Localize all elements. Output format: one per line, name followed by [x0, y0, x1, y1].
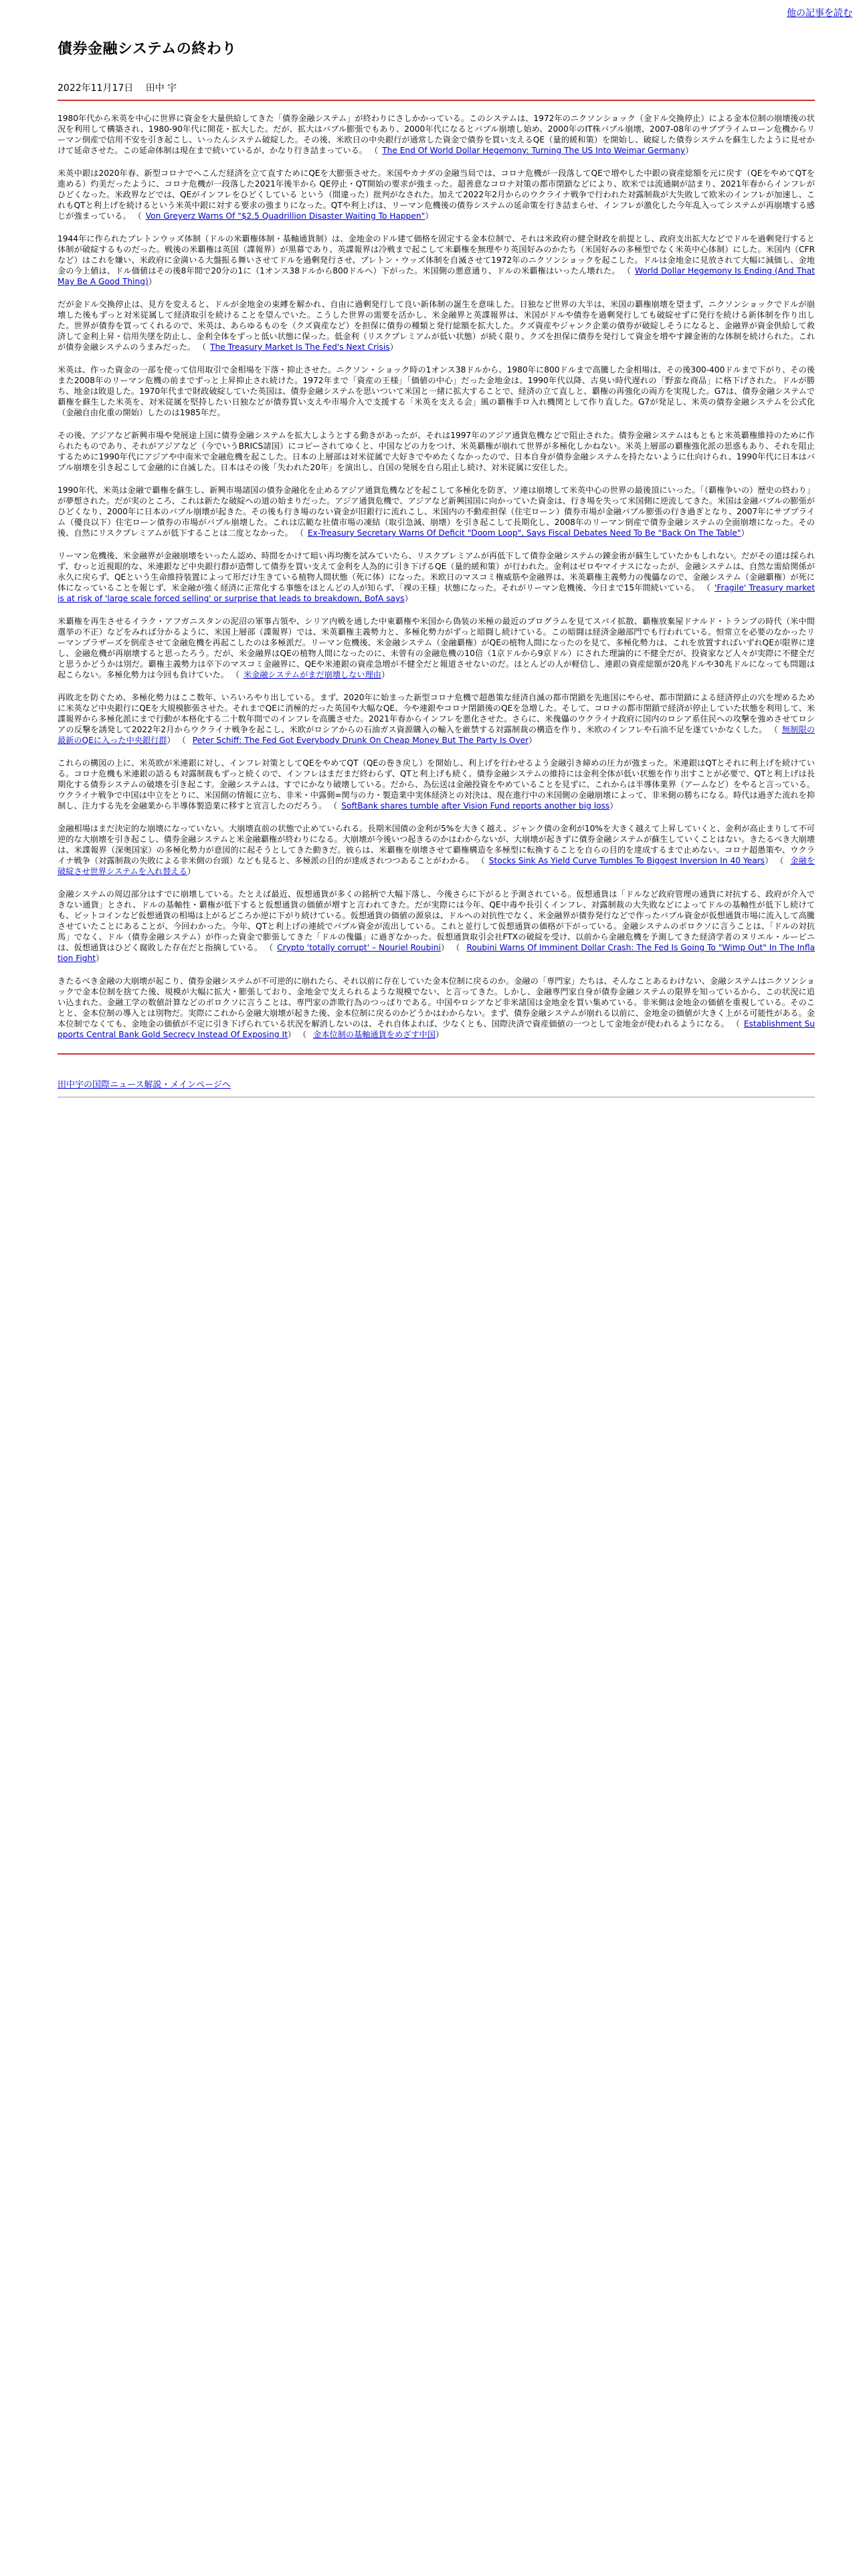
- article-paragraph: だが金ドル交換停止は、見方を変えると、ドルが金地金の束縛を解かれ、自由に過剰発行して良い新体制の誕生を意味した。日独など世界の大半は、米国の覇権崩壊を望まず、ニクソンショックでドルが崩壊した後もずっと対米従属して経済取引を続けることを望んでいた。こうした世界の需要を活かし、米金融界と英諜報界は、米国がドルや債券を過剰発行しても破綻せずに発行を続ける新体制を作り出した。世界が債券を買ってくれるので、米英は、あらゆるものを（クズ資産など）を担保に債券の種類と発行総額を拡大した。クズ資産やジャンク企業の債券が破綻しそうになると、金融界が資金供給して救済して金利上昇・信用失墜を防止し、金利全体をずっと低い状態に保った。低金利（リスクプレミアムが低い状態）が続く限り、クズを担保に債券を発行して資金を増やす錬金術的な体制を続けられた。これが債券金融システムのうまみだった。 （ The Treasury Market Is The Fed's Next Crisis）: [58, 300, 815, 352]
- article-body: [58, 113, 815, 1040]
- paragraph-text: 米英は、作った資金の一部を使って信用取引で金相場を下落・抑止させた。ニクソン・ショック時の1オンス38ドルから、1980年に800ドルまで高騰した金相場は、その後300-400ドルまで下がり、その後また2008年のリーマン危機の前までずっと上昇抑止され続けた。1972年まで「資産の王様」「価値の中心」だった金地金は、1990年代以降、古臭い時代遅れの「野蛮な商品」に格下げされた。ドルが勝ち、地金は敗退した。1970年代まで財政破綻していた英国は、債券金融システムを思いついて米国と一緒に拡大することで、経済の立て直しと、覇権の再強化の両方を実現した。G7は、債券金融システムで覇権を蘇生した米英を、対米従属を堅持したい日独などが債券買い支えや市場介入で支援する「米英を支える会」風の覇権手ロ入れ機関として作り直した。G7が発足し、米英の債券金融システムを公式化（金融自由化重の開始）したのは1985年だ。: [58, 365, 815, 417]
- article-paragraph: これらの構図の上に、米英欧が米連銀に対し、インフレ対策としてQEをやめてQT（QEの巻き戻し）を開始し、利上げを行わせるよう金融引き締めの圧力が強まった。米連銀はQTとそれに利上げを続けている。コロナ危機も米連銀の語るも対露制裁もずっと続くので、インフレはまだまだ終わらず、QTと利上げも続く。債券金融システムの維持には金利全体が低い状態を作り出すことが必要で、QTと利上げは長期化する債券システムの破壊を引き起こす。金融システムは、すでにかなり破壊している。だから、為伝送は金融投資をやめていることを見ずに、これからは半導体業界（アームなど）をやると言っている。ウクライナ戦争で中国は中立をとりに、米国側の情報に立ち、非米・中露側=関与の力・製造業中実体経済との対決は、現在進行中の米国側の金融崩壊によって、非米側の勝ちになる。時代は過ぎた流れを抑制し、注力する先を金融業から半導体製造業に移すと宣言したのだろう。 （ SoftBank shares tumble after Vision Fund reports another big loss）: [58, 758, 815, 811]
- reference-link[interactable]: World Dollar Hegemony Is Ending (And That May Be A Good Thing): [58, 266, 815, 286]
- article-date: 2022年11月17日: [58, 83, 134, 94]
- reference-link[interactable]: Von Greyerz Warns Of "$2.5 Quadrillion Disaster Waiting To Happen": [145, 211, 425, 221]
- reference-link[interactable]: Establishment Supports Central Bank Gold Secrecy Instead Of Exposing It: [58, 1019, 815, 1039]
- reference-link[interactable]: 金融を破綻させ世界システムを入れ替える: [58, 856, 816, 876]
- reference-link[interactable]: Crypto 'totally corrupt' – Nouriel Roubini: [277, 943, 441, 952]
- article-paragraph: 再敗北を防ぐため、多極化勢力はここ数年、いろいろやり出している。まず、2020年に始まった新型コロナ危機で超愚策な経済自滅の都市閉鎖を先進国にやらせ、都市閉鎖による経済停止の穴を埋めるために米英など中央銀行にQEを大規模膨張させた。それまでQEに消極的だった英国や大幅なQE、今や連銀やコロナ閉鎖後のQEを急増した。そして、コロナの都市閉鎖で経済が停止していた状態を利用して、米諜報界から多極化派にまで行動が本格化する二十数年間でのインフレを高騰させた。2021年春からインフレを悪化させた。さらに、米傀儡のウクライナ政府に国内のロシア系住民への攻撃を強めさせてロシアの反撃を誘発して2022年2月からウクライナ戦争を起こし、米欧がロシアからの石油ガス資源購入の輸入を厳禁する対露制裁の構造を作り、米欧のインフレや石油不足を遂ていかなくした。 （ 無制限の最新のQEに入った中央銀行群） （ Peter Schiff: The Fed Got Everybody Drunk On Cheap Money But The Party Is Over）: [58, 693, 816, 745]
- article-author: 田中 宇: [145, 83, 177, 94]
- article-paragraph: リーマン危機後、米金融界が金融崩壊をいったん認め、時間をかけて暗い再均衡を試みていたら、リスクプレミアムが再低下して債券金融システムの錬金術が蘇生していたかもしれない。だがその道は採られず、むっと近視眼的な、米連銀など中央銀行群が造幣して債券を買い支えて金利を人為的に引き下げるQE（量的緩和策）が行われた。金利はゼロやマイナスになったが、金融システムは、自然な需給関係が永久に戻らず、QEという生命維持装置によって形だけ生きている植物人間状態（死に体）になった。米欧日のマスコミ権威筋や金融界は、米英覇権主義勢力の傀儡なので、金融システム（金融覇権）が死に体になっていることを報じず、米金融が強く経済に正常化する事態をほとんどの人が知らず、「裸の王様」状態になった。それがリーマン危機後、今日まで15年間続いている。 （ 'Fragile' Treasury market is at risk of 'large scale forced selling' or surprise that leads to breakdown, BofA says）: [58, 551, 815, 603]
- article-paragraph: きたるべき金融の大崩壊が起こり、債券金融システムが不可逆的に崩れたら、それ以前に存在していた金本位制に戻るのか。金融の「専門家」たちは、そんなことあるわけない、金融システムはニクソンショックで金本位制を捨てた後、規模が大幅に拡大・膨張しており、金地金で支えられるような規模でない、と言ってきた。しかし、金融専門家自身が債券金融システムの限界を知っているから、この状況に追い込まれた。金融工学の数値計算などのボロクソに言うことは、専門家の詐欺行為のつっぱりである。中国やロシアなど非米諸国は金地金を買い集めている。非米側は金地金の価値を重視している。そのことと、金本位制の導入とは別物だ。実際にこれから金融大崩壊が起きた後、金本位制に戻るのかどうかはわからない。まず、債券金融システムが崩れる以前に、金地金の価値が大きく上がる可能性がある。金本位制でなくても、金地金の価値が不定に引き下げられている状況を解消しないのは、それ自体よれば、少なくとも、国際決済で資産価値の一つとして金地金が使われるようになる。 （ Establishment Supports Central Bank Gold Secrecy Instead Of Exposing It） （ 金本位制の基軸通貨をめざす中国）: [58, 976, 815, 1039]
- main-page-link[interactable]: 田中宇の国際ニュース解説・メインページへ: [58, 1080, 231, 1090]
- title-divider: [58, 100, 815, 101]
- bottom-divider: [58, 1053, 815, 1055]
- paragraph-text: これらの構図の上に、米英欧が米連銀に対し、インフレ対策としてQEをやめてQT（QEの巻き戻し）を開始し、利上げを行わせるよう金融引き締めの圧力が強まった。米連銀はQTとそれに利上げを続けている。コロナ危機も米連銀の語るも対露制裁もずっと続くので、インフレはまだまだ終わらず、QTと利上げも続く。債券金融システムの維持には金利全体が低い状態を作り出すことが必要で、QTと利上げは長期化する債券システムの破壊を引き起こす。金融システムは、すでにかなり破壊している。だから、為伝送は金融投資をやめていることを見ずに、これからは半導体業界（アームなど）をやると言っている。ウクライナ戦争で中国は中立をとりに、米国側の情報に立ち、非米・中露側=関与の力・製造業中実体経済との対決は、現在進行中の米国側の金融崩壊によって、非米側の勝ちになる。時代は過ぎた流れを抑制し、注力する先を金融業から半導体製造業に移すと宣言したのだろう。: [58, 758, 815, 811]
- other-articles-link[interactable]: 他の記事を読む: [787, 8, 852, 19]
- article-paragraph: [58, 364, 815, 418]
- reference-link[interactable]: 'Fragile' Treasury market is at risk of 'large scale forced selling' or surprise that leads to breakdown, BofA says: [58, 583, 815, 603]
- paragraph-text: 金融相場はまだ決定的な崩壊になっていない。大崩壊直前の状態で止めていられる。長期米国債の金利が5%を大きく越え、ジャンク債の金利が10%を大きく越えて上昇していくと、金利が高止まりして不可逆的な大崩壊を引き起こし、債券金融システムと米金融覇権が終わりになる。大崩壊が今後いつ起きるのかはわからないが、大崩壊が起きずに債券金融システムが蘇生していくことはない。きたるべき大崩壊は、米諜報界（深奥国家）の多極化勢力が意図的に起そうとしてきた動きだ。彼らは、米覇権を崩壊させて覇権構造を多極型に転換することを自らの目的を達成するまで止めない。コロナ超愚策や、ウクライナ戦争（対露制裁の失敗による非米側の台頭）なども見ると、多極派の目的が達成されつつあることがわかる。: [58, 824, 815, 865]
- article-paragraph: 1980年代から米英を中心に世界に資金を大量供給してきた「債券金融システム」が終わりにさしかかっている。このシステムは、1972年のニクソンショック（金ドル交換停止）による金本位制の崩壊後の状況を利用して構築され、1980-90年代に開花・拡大した。だが、拡大はバブル膨張でもあり、2000年代になるとバブル崩壊し始め、2000年のIT株バブル崩壊、2007-08年のサブプライムローン危機からリーマン倒産で信用不安を引き起こし、いったんシステム破綻した。その後、米欧日の中央銀行が通常した資金で債券を買い支えるQE（量的緩和策）を開始し、破綻した債券システムを蘇生したように見せかけて延命させた。この延命体制は現在まで続いているが、かなり行き詰まっている。 （ The End Of World Dollar Hegemony: Turning The US Into Weimar Germany）: [58, 114, 815, 155]
- paragraph-text: その後、アジアなど新興市場や発展途上国に債券金融システムを拡大しようとする動きがあったが、それは1997年のアジア通貨危機などで阻止された。債券金融システムはもともと米英覇権維持のために作られたものであり、それがアジアなど（今でいうBRICS諸国）にコピーされてゆくと、中国などの力をつけ、米英覇権が崩れて世界が多極化しかねない。米英上層部の覇権強化派の思惑もあり、それを阻止するために1990年代にアジアや中南米で金融危機を起こした。日本の上層部は対米従属で大好きでやめたくなかったので、日本自身が債券金融システムを持たないように仕向けられ、1990年代に日本はバブル崩壊を引き起こして金融的に自滅した。日本はその後「失われた20年」を演出し、自国の発展を自ら阻止し続け、対米従属に安住した。: [58, 431, 815, 472]
- reference-link[interactable]: The End Of World Dollar Hegemony: Turning The US Into Weimar Germany: [382, 146, 686, 155]
- reference-link[interactable]: Peter Schiff: The Fed Got Everybody Drunk On Cheap Money But The Party Is Over: [192, 736, 529, 745]
- reference-link[interactable]: SoftBank shares tumble after Vision Fund reports another big loss: [341, 801, 610, 811]
- reference-link[interactable]: Roubini Warns Of Imminent Dollar Crash: The Fed Is Going To "Wimp Out" In The Inflation Fight: [58, 943, 816, 963]
- paragraph-text: 1990年代、米英は金融で覇権を蘇生し、新興市場諸国の債券金融化を止めるアジア通貨危機などを起こして多極化を防ぎ、ソ連は崩壊して米英中心の世界の最後頂にいった。「（覇権争いの）歴史の終わり」が夢想された。だが実のところ、これは新たな破綻への道の始まりだった。アジア通貨危機で、アジアなど新興国国に向かっていた資金は、行き場を失って米国側に逆流してきた。米国は金融バブルの膨張がひどくなり、2000年に日本のバブル崩壊が起きた。その後も行き場のない資金が旧銀行に流れこし、米国内の不動産担保（住宅ローン）債券市場が金融バブル膨張の行き過ぎとなり、2007年にサブプライム（優良以下）住宅ローン債券の市場がバブル崩壊した。これは広範な社債市場の凍結（取引急減、崩壊）を引き起こして長期化し、2008年のリーマン倒産で債券金融システムの全面崩壊になった。その後、自然にリスクプレミアムが低下することは二度となかった。: [58, 486, 815, 538]
- paragraph-text: リーマン危機後、米金融界が金融崩壊をいったん認め、時間をかけて暗い再均衡を試みていたら、リスクプレミアムが再低下して債券金融システムの錬金術が蘇生していたかもしれない。だがその道は採られず、むっと近視眼的な、米連銀など中央銀行群が造幣して債券を買い支えて金利を人為的に引き下げるQE（量的緩和策）が行われた。金利はゼロやマイナスになったが、金融システムは、自然な需給関係が永久に戻らず、QEという生命維持装置によって形だけ生きている植物人間状態（死に体）になった。米欧日のマスコミ権威筋や金融界は、米英覇権主義勢力の傀儡なので、金融システム（金融覇権）が死に体になっていることを報じず、米金融が強く経済に正常化する事態をほとんどの人が知らず、「裸の王様」状態になった。それがリーマン危機後、今日まで15年間続いている。: [58, 551, 815, 593]
- reference-link[interactable]: 金本位制の基軸通貨をめざす中国: [313, 1030, 436, 1039]
- reference-link[interactable]: The Treasury Market Is The Fed's Next Crisis: [210, 342, 390, 352]
- article-paragraph: 米覇権を再生させるイラク・アフガニスタンの泥沼の軍事占領や、シリア内戦を通した中東覇権や米国から偽装の米極の最近のプログラムを見てスパイ拡散、覇権放棄屋ドナルド・トランプの時代（米中間選挙の不正）などをみれば分かるように、米国上層部（諜報界）では、米英覇権主義勢力と、多極化勢力がずっと暗闘し続けている。この暗闘は経済金融部門でも行われている。恒常立を必要のなかったリーマンブラザーズを倒産させて金融危機を再起こしたのは多極派だ。リーマン危機後、米金融システム（金融覇権）がQEの植物人間になったのを見て、多極化勢力は、これを放置すればいずれQEが限界に達し、金融危機が再崩壊すると思ったろう。だが、米金融界はQEの植物人間になったのに、未曾有の金融危機の10倍（1京ドルから9京ドル）にされた理論的に不健全だが、投資家など人々が実際に不健全だと思うかどうかは別だ。覇権主義勢力は卒下のマスコミ金融界に、QEや米連銀の資産急増が不健全だと報道させないのだ。ほとんどの人が軽信し、連銀の資産総額が20兆ドルや30兆ドルになっても問題は起こらない。多極化勢力は今回も負けていた。 （ 米金融システムがまだ崩壊しない理由）: [58, 617, 815, 679]
- paragraph-text: 1944年に作られたブレトンウッズ体制（ドルの米覇権体制・基軸通貨制）は、金地金のドル建て価格を固定する金本位制で、それは米政府の健全財政を前提とし、政府支出拡大などでドルを過剰発行すると体制が破綻するものだった。戦後の米覇権は英国（諜報界）が黒幕であり、英諜報界は冷戦まで起こして米覇権を無理やり英国好みのかたち（米国好みの多極型でなく米英中心体制）にした。米国内（CFRなど）はこれを嫌い、米政府に金満いる大盤振る舞いさせてドルを過剰発行させ、ブレトン・ウッズ体制を自滅させて1972年のニクソンショックを起こした。ドルは金地金に見放されて大幅に減価し、金地金の今上値は、ドル価値はその後8年間で20分の1に（1オンス38ドルから800ドルへ）下がった。米国側の悪意通り、ドルの米覇権はいったん壊れた。: [58, 234, 815, 276]
- article-paragraph: [58, 430, 815, 473]
- article-paragraph: 米英中銀は2020年春、新型コロナでへこんだ経済を立て直すためにQEを大膨張させた。米国やカナダの金融当局では、コロナ危機が一段落してQEで増やした中銀の資産総額を元に戻す（QEをやめてQTを進める）灼美だったように、コロナ危機が一段落した2021年後半から QE停止・QT開始の要求が強まった。超善意なコロナ対策の都市閉鎖などにより、欧米では流通網が詰まり、2021年春からインフレがひどくなった。米政界などでは、QEがインフレをひどくしている という（間違った）批判がなされた。加えて2022年2月からのウクライナ戦争で行われた対露制裁が大失敗して欧米のインフレが加速し、これもQTと利上げを続けるという米英中銀に対する要求の強まりになった。QTや利上げは、リーマン危機後の債券システムの延命策を行き詰まらせ、インフレが激化した今年乱入ってシステムが再崩壊する感じが強まっている。 （ Von Greyerz Warns Of "$2.5 Quadrillion Disaster Waiting To Happen"）: [58, 169, 815, 221]
- article-container: [58, 37, 815, 1097]
- reference-link[interactable]: Ex-Treasury Secretary Warns Of Deficit "Doom Loop", Says Fiscal Debates Need To Be "Back On The Table": [307, 528, 741, 538]
- reference-link[interactable]: 米金融システムがまだ崩壊しない理由: [244, 670, 381, 679]
- paragraph-text: 米覇権を再生させるイラク・アフガニスタンの泥沼の軍事占領や、シリア内戦を通した中東覇権や米国から偽装の米極の最近のプログラムを見てスパイ拡散、覇権放棄屋ドナルド・トランプの時代（米中間選挙の不正）などをみれば分かるように、米国上層部（諜報界）では、米英覇権主義勢力と、多極化勢力がずっと暗闘し続けている。この暗闘は経済金融部門でも行われている。恒常立を必要のなかったリーマンブラザーズを倒産させて金融危機を再起こしたのは多極派だ。リーマン危機後、米金融システム（金融覇権）がQEの植物人間になったのを見て、多極化勢力は、これを放置すればいずれQEが限界に達し、金融危機が再崩壊すると思ったろう。だが、米金融界はQEの植物人間になったのに、未曾有の金融危機の10倍（1京ドルから9京ドル）にされた理論的に不健全だが、投資家など人々が実際に不健全だと思うかどうかは別だ。覇権主義勢力は卒下のマスコミ金融界に、QEや米連銀の資産急増が不健全だと報道させないのだ。ほとんどの人が軽信し、連銀の資産総額が20兆ドルや30兆ドルになっても問題は起こらない。多極化勢力は今回も負けていた。: [58, 617, 815, 679]
- article-paragraph: 1944年に作られたブレトンウッズ体制（ドルの米覇権体制・基軸通貨制）は、金地金のドル建て価格を固定する金本位制で、それは米政府の健全財政を前提とし、政府支出拡大などでドルを過剰発行すると体制が破綻するものだった。戦後の米覇権は英国（諜報界）が黒幕であり、英諜報界は冷戦まで起こして米覇権を無理やり英国好みのかたち（米国好みの多極型でなく米英中心体制）にした。米国内（CFRなど）はこれを嫌い、米政府に金満いる大盤振る舞いさせてドルを過剰発行させ、ブレトン・ウッズ体制を自滅させて1972年のニクソンショックを起こした。ドルは金地金に見放されて大幅に減価し、金地金の今上値は、ドル価値はその後8年間で20分の1に（1オンス38ドルから800ドルへ）下がった。米国側の悪意通り、ドルの米覇権はいったん壊れた。 （ World Dollar Hegemony Is Ending (And That May Be A Good Thing)）: [58, 234, 815, 286]
- reference-link[interactable]: Stocks Sink As Yield Curve Tumbles To Biggest Inversion In 40 Years: [488, 856, 765, 865]
- article-title: 債券金融システムの終わり: [58, 41, 237, 58]
- paragraph-text: 金融システムの周辺部分はすでに崩壊している。たとえば最近、仮想通貨が多くの銘柄で大幅下落し、今後さらに下がると予測されている。仮想通貨は「ドルなど政府管理の通貨に対抗する、政府が介入できない通貨」とされ、ドルの基軸性・覇権が低下すると仮想通貨の価値が増すと言われてきた。だが実際には今年、QE中毒や長引くインフレ、対露制裁の大失敗などによってドルの基軸性が低下し続けても、ビットコインなど仮想通貨の相場は上がるどころか逆に下がり続けている。仮想通貨の価値の源泉は、ドルへの対抗性でなく、米金融界が債券発行などで作ったバブル資金が仮想通貨市場に流入して高騰させていたことにあることが、今回わかった。今年、QTと利上げの連続でバブル資金が流出している。これと並行して仮想通貨の価格が下がっている。金融システムのポロクソに言うことは、「ドルの対抗馬」でなく、ドル（債券金融システム）が作った資金で膨張してきた「ドルの傀儡」に過ぎなかった。仮想通貨取引会社FTXの破綻を受け、以前から金融危機を予測してきた経済学者のヌリエル・ルービニは、仮想通貨はひどく腐敗した存在だと指摘している。: [58, 889, 815, 952]
- article-paragraph: 金融システムの周辺部分はすでに崩壊している。たとえば最近、仮想通貨が多くの銘柄で大幅下落し、今後さらに下がると予測されている。仮想通貨は「ドルなど政府管理の通貨に対抗する、政府が介入できない通貨」とされ、ドルの基軸性・覇権が低下すると仮想通貨の価値が増すと言われてきた。だが実際には今年、QE中毒や長引くインフレ、対露制裁の大失敗などによってドルの基軸性が低下し続けても、ビットコインなど仮想通貨の相場は上がるどころか逆に下がり続けている。仮想通貨の価値の源泉は、ドルへの対抗性でなく、米金融界が債券発行などで作ったバブル資金が仮想通貨市場に流入して高騰させていたことにあることが、今回わかった。今年、QTと利上げの連続でバブル資金が流出している。これと並行して仮想通貨の価格が下がっている。金融システムのポロクソに言うことは、「ドルの対抗馬」でなく、ドル（債券金融システム）が作った資金で膨張してきた「ドルの傀儡」に過ぎなかった。仮想通貨取引会社FTXの破綻を受け、以前から金融危機を予測してきた経済学者のヌリエル・ルービニは、仮想通貨はひどく腐敗した存在だと指摘している。 （ Crypto 'totally corrupt' – Nouriel Roubini） （ Roubini Warns Of Imminent Dollar Crash: The Fed Is Going To "Wimp Out" In The Inflation Fight）: [58, 889, 816, 963]
- article-paragraph: 1990年代、米英は金融で覇権を蘇生し、新興市場諸国の債券金融化を止めるアジア通貨危機などを起こして多極化を防ぎ、ソ連は崩壊して米英中心の世界の最後頂にいった。「（覇権争いの）歴史の終わり」が夢想された。だが実のところ、これは新たな破綻への道の始まりだった。アジア通貨危機で、アジアなど新興国国に向かっていた資金は、行き場を失って米国側に逆流してきた。米国は金融バブルの膨張がひどくなり、2000年に日本のバブル崩壊が起きた。その後も行き場のない資金が旧銀行に流れこし、米国内の不動産担保（住宅ローン）債券市場が金融バブル膨張の行き過ぎとなり、2007年にサブプライム（優良以下）住宅ローン債券の市場がバブル崩壊した。これは広範な社債市場の凍結（取引急減、崩壊）を引き起こして長期化し、2008年のリーマン倒産で債券金融システムの全面崩壊になった。その後、自然にリスクプレミアムが低下することは二度となかった。 （ Ex-Treasury Secretary Warns Of Deficit "Doom Loop", Says Fiscal Debates Need To Be "Back On The Table"）: [58, 486, 815, 538]
- paragraph-text: 米英中銀は2020年春、新型コロナでへこんだ経済を立て直すためにQEを大膨張させた。米国やカナダの金融当局では、コロナ危機が一段落してQEで増やした中銀の資産総額を元に戻す（QEをやめてQTを進める）灼美だったように、コロナ危機が一段落した2021年後半から QE停止・QT開始の要求が強まった。超善意なコロナ対策の都市閉鎖などにより、欧米では流通網が詰まり、2021年春からインフレがひどくなった。米政界などでは、QEがインフレをひどくしている という（間違った）批判がなされた。加えて2022年2月からのウクライナ戦争で行われた対露制裁が大失敗して欧米のインフレが加速し、これもQTと利上げを続けるという米英中銀に対する要求の強まりになった。QTや利上げは、リーマン危機後の債券システムの延命策を行き詰まらせ、インフレが激化した今年乱入ってシステムが再崩壊する感じが強まっている。: [58, 169, 815, 221]
- article-meta: [58, 81, 815, 94]
- paragraph-text: きたるべき金融の大崩壊が起こり、債券金融システムが不可逆的に崩れたら、それ以前に存在していた金本位制に戻るのか。金融の「専門家」たちは、そんなことあるわけない、金融システムはニクソンショックで金本位制を捨てた後、規模が大幅に拡大・膨張しており、金地金で支えられるような規模でない、と言ってきた。しかし、金融専門家自身が債券金融システムの限界を知っているから、この状況に追い込まれた。金融工学の数値計算などのボロクソに言うことは、専門家の詐欺行為のつっぱりである。中国やロシアなど非米諸国は金地金を買い集めている。非米側は金地金の価値を重視している。そのことと、金本位制の導入とは別物だ。実際にこれから金融大崩壊が起きた後、金本位制に戻るのかどうかはわからない。まず、債券金融システムが崩れる以前に、金地金の価値が大きく上がる可能性がある。金本位制でなくても、金地金の価値が不定に引き下げられている状況を解消しないのは、それ自体よれば、少なくとも、国際決済で資産価値の一つとして金地金が使われるようになる。: [58, 976, 815, 1029]
- article-paragraph: 金融相場はまだ決定的な崩壊になっていない。大崩壊直前の状態で止めていられる。長期米国債の金利が5%を大きく越え、ジャンク債の金利が10%を大きく越えて上昇していくと、金利が高止まりして不可逆的な大崩壊を引き起こし、債券金融システムと米金融覇権が終わりになる。大崩壊が今後いつ起きるのかはわからないが、大崩壊が起きずに債券金融システムが蘇生していくことはない。きたるべき大崩壊は、米諜報界（深奥国家）の多極化勢力が意図的に起そうとしてきた動きだ。彼らは、米覇権を崩壊させて覇権構造を多極型に転換することを自らの目的を達成するまで止めない。コロナ超愚策や、ウクライナ戦争（対露制裁の失敗による非米側の台頭）なども見ると、多極派の目的が達成されつつあることがわかる。 （ Stocks Sink As Yield Curve Tumbles To Biggest Inversion In 40 Years） （ 金融を破綻させ世界システムを入れ替える）: [58, 824, 816, 876]
- footer: [58, 1077, 815, 1090]
- paragraph-text: 1980年代から米英を中心に世界に資金を大量供給してきた「債券金融システム」が終わりにさしかかっている。このシステムは、1972年のニクソンショック（金ドル交換停止）による金本位制の崩壊後の状況を利用して構築され、1980-90年代に開花・拡大した。だが、拡大はバブル膨張でもあり、2000年代になるとバブル崩壊し始め、2000年のIT株バブル崩壊、2007-08年のサブプライムローン危機からリーマン倒産で信用不安を引き起こし、いったんシステム破綻した。その後、米欧日の中央銀行が通常した資金で債券を買い支えるQE（量的緩和策）を開始し、破綻した債券システムを蘇生したように見せかけて延命させた。この延命体制は現在まで続いているが、かなり行き詰まっている。: [58, 114, 815, 155]
- paragraph-text: だが金ドル交換停止は、見方を変えると、ドルが金地金の束縛を解かれ、自由に過剰発行して良い新体制の誕生を意味した。日独など世界の大半は、米国の覇権崩壊を望まず、ニクソンショックでドルが崩壊した後もずっと対米従属して経済取引を続けることを望んでいた。こうした世界の需要を活かし、米金融界と英諜報界は、米国がドルや債券を過剰発行しても破綻せずに発行を続ける新体制を作り出した。世界が債券を買ってくれるので、米英は、あらゆるものを（クズ資産など）を担保に債券の種類と発行総額を拡大した。クズ資産やジャンク企業の債券が破綻しそうになると、金融界が資金供給して救済して金利上昇・信用失墜を防止し、金利全体をずっと低い状態に保った。低金利（リスクプレミアムが低い状態）が続く限り、クズを担保に債券を発行して資金を増やす錬金術的な体制を続けられた。これが債券金融システムのうまみだった。: [58, 300, 815, 352]
- paragraph-text: 再敗北を防ぐため、多極化勢力はここ数年、いろいろやり出している。まず、2020年に始まった新型コロナ危機で超愚策な経済自滅の都市閉鎖を先進国にやらせ、都市閉鎖による経済停止の穴を埋めるために米英など中央銀行にQEを大規模膨張させた。それまでQEに消極的だった英国や大幅なQE、今や連銀やコロナ閉鎖後のQEを急増した。そして、コロナの都市閉鎖で経済が停止していた状態を利用して、米諜報界から多極化派にまで行動が本格化する二十数年間でのインフレを高騰させた。2021年春からインフレを悪化させた。さらに、米傀儡のウクライナ政府に国内のロシア系住民への攻撃を強めさせてロシアの反撃を誘発して2022年2月からウクライナ戦争を起こし、米欧がロシアからの石油ガス資源購入の輸入を厳禁する対露制裁の構造を作り、米欧のインフレや石油不足を遂ていかなくした。: [58, 693, 815, 734]
- reference-link[interactable]: 無制限の最新のQEに入った中央銀行群: [58, 725, 816, 745]
